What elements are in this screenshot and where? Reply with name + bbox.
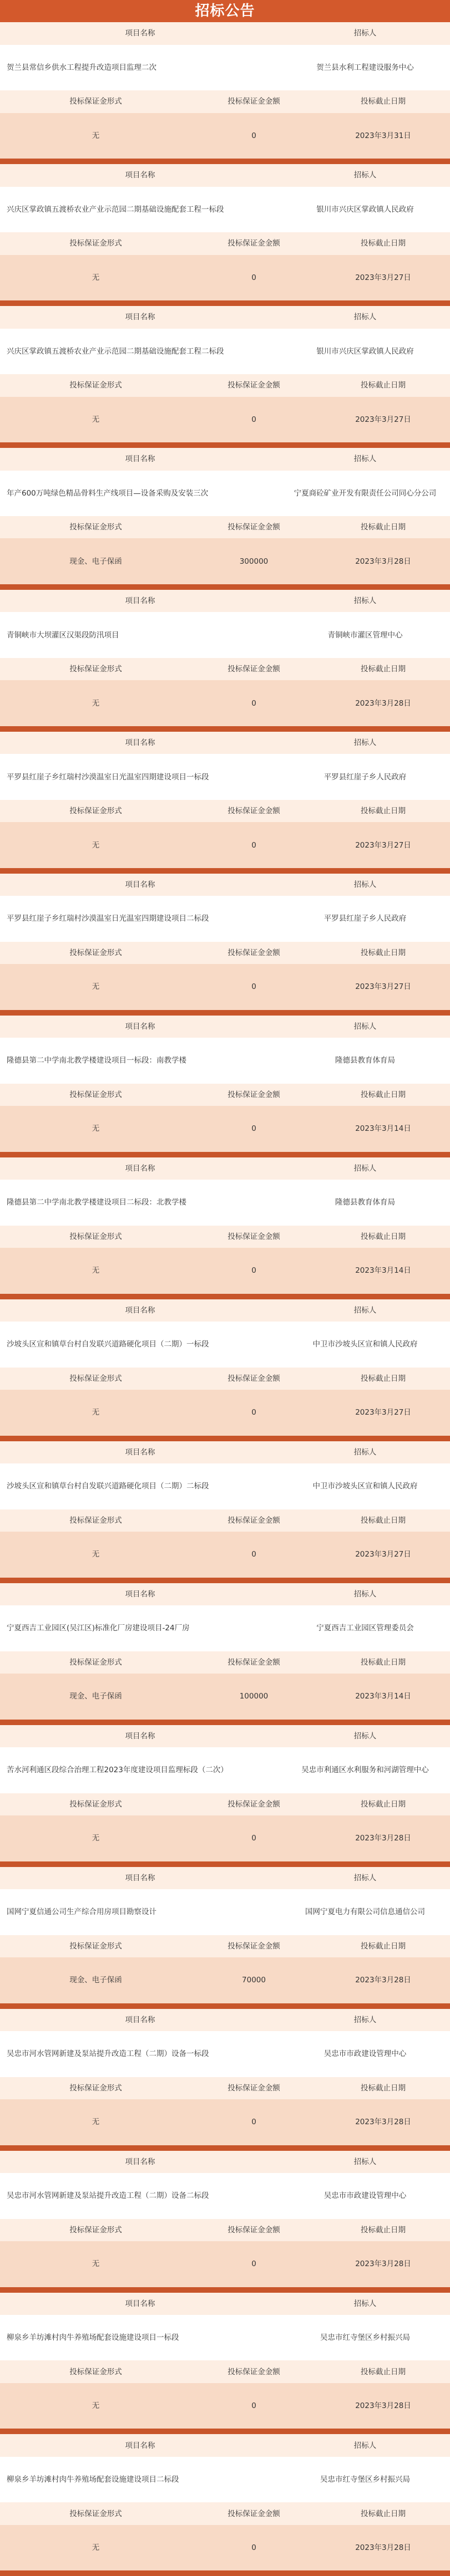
- deadline-label: 投标截止日期: [361, 523, 406, 532]
- deposit-value-row: [0, 113, 450, 159]
- deposit-form: 无: [92, 2401, 100, 2411]
- notice-name-row: [0, 2457, 450, 2502]
- deadline-date: 2023年3月28日: [355, 2118, 411, 2127]
- tenderer-label: 招标人: [353, 2441, 377, 2450]
- deposit-value-row: [0, 397, 450, 442]
- deposit-amount: 0: [251, 2401, 256, 2411]
- block-divider: [0, 726, 450, 732]
- tenderer-label: 招标人: [353, 313, 377, 322]
- deposit-form-label: 投标保证金形式: [69, 1941, 122, 1951]
- notice-name-row: [0, 1605, 450, 1651]
- notice-list: [0, 22, 450, 2576]
- tenderer-label: 招标人: [353, 1589, 377, 1599]
- notice-block: [0, 1299, 450, 1441]
- deposit-amount-label: 投标保证金金额: [227, 381, 280, 390]
- deposit-header-row: [0, 90, 450, 113]
- deadline-date: 2023年3月27日: [355, 1408, 411, 1417]
- notice-header-row: [0, 1016, 450, 1038]
- deposit-value-row: [0, 538, 450, 584]
- notice-header-row: [0, 1441, 450, 1464]
- block-divider: [0, 1152, 450, 1157]
- notice-name-row: [0, 1322, 450, 1367]
- notice-header-row: [0, 874, 450, 896]
- deposit-form: 无: [92, 1266, 100, 1276]
- notice-header-row: [0, 22, 450, 45]
- deposit-value-row: [0, 1106, 450, 1151]
- block-divider: [0, 1294, 450, 1299]
- deposit-amount-label: 投标保证金金额: [227, 2083, 280, 2093]
- tenderer-name: 宁夏西吉工业园区管理委员会: [316, 1624, 414, 1633]
- deposit-value-row: [0, 1248, 450, 1293]
- deposit-header-row: [0, 1226, 450, 1248]
- project-name: 吴忠市河水管网新建及泵站提升改造工程（二期）设备二标段: [7, 2191, 209, 2201]
- deposit-form: 无: [92, 415, 100, 424]
- deposit-form-label: 投标保证金形式: [69, 2509, 122, 2518]
- notice-block: [0, 2151, 450, 2293]
- deposit-header-row: [0, 232, 450, 255]
- notice-block: [0, 22, 450, 164]
- deposit-form: 无: [92, 2543, 100, 2553]
- project-name: 苦水河利通区段综合治理工程2023年度建设项目监理标段（二次）: [7, 1766, 228, 1775]
- deposit-header-row: [0, 1935, 450, 1958]
- notice-name-row: [0, 2173, 450, 2218]
- deposit-amount: 0: [251, 273, 256, 282]
- deposit-amount-label: 投标保证金金额: [227, 1374, 280, 1383]
- deposit-amount-label: 投标保证金金额: [227, 523, 280, 532]
- notice-header-row: [0, 732, 450, 754]
- project-name-label: 项目名称: [125, 1873, 155, 1883]
- notice-block: [0, 1016, 450, 1157]
- deadline-label: 投标截止日期: [361, 97, 406, 106]
- deposit-amount: 0: [251, 1408, 256, 1417]
- deposit-amount: 0: [251, 1550, 256, 1559]
- notice-name-row: [0, 2315, 450, 2360]
- deadline-date: 2023年3月31日: [355, 131, 411, 140]
- deposit-form: 现金、电子保函: [69, 1692, 122, 1701]
- deposit-header-row: [0, 2219, 450, 2242]
- notice-header-row: [0, 2293, 450, 2315]
- deposit-header-row: [0, 1368, 450, 1390]
- block-divider: [0, 868, 450, 874]
- tenderer-name: 青铜峡市灌区管理中心: [327, 630, 403, 640]
- deposit-form: 现金、电子保函: [69, 1976, 122, 1985]
- project-name-label: 项目名称: [125, 1731, 155, 1741]
- deadline-label: 投标截止日期: [361, 2367, 406, 2376]
- deadline-date: 2023年3月27日: [355, 273, 411, 282]
- notice-block: [0, 1157, 450, 1299]
- tenderer-name: 贺兰县水利工程建设服务中心: [316, 63, 414, 72]
- tenderer-label: 招标人: [353, 171, 377, 180]
- deposit-amount: 0: [251, 982, 256, 992]
- notice-header-row: [0, 1583, 450, 1606]
- deposit-value-row: [0, 2383, 450, 2429]
- deadline-date: 2023年3月28日: [355, 2259, 411, 2269]
- deposit-amount-label: 投标保证金金额: [227, 1657, 280, 1667]
- tenderer-name: 中卫市沙坡头区宣和镇人民政府: [312, 1482, 418, 1491]
- deadline-date: 2023年3月28日: [355, 557, 411, 566]
- deposit-amount-label: 投标保证金金额: [227, 665, 280, 674]
- deposit-form-label: 投标保证金形式: [69, 2367, 122, 2376]
- project-name: 国网宁夏信通公司生产综合用房项目勘察设计: [7, 1907, 156, 1917]
- notice-name-row: [0, 896, 450, 941]
- deposit-form-label: 投标保证金形式: [69, 2225, 122, 2235]
- deposit-form-label: 投标保证金形式: [69, 97, 122, 106]
- tenderer-name: 吴忠市利通区水利服务和河湖管理中心: [301, 1766, 429, 1775]
- project-name: 平罗县红崖子乡红瑞村沙漠温室日光温室四期建设项目二标段: [7, 914, 209, 924]
- project-name-label: 项目名称: [125, 455, 155, 464]
- deposit-form: 无: [92, 1124, 100, 1134]
- deposit-header-row: [0, 374, 450, 397]
- notice-name-row: [0, 754, 450, 799]
- project-name: 兴庆区掌政镇五渡桥农业产业示范园二期基础设施配套工程一标段: [7, 205, 224, 214]
- tenderer-name: 平罗县红崖子乡人民政府: [323, 914, 407, 924]
- block-divider: [0, 2003, 450, 2009]
- deadline-date: 2023年3月14日: [355, 1266, 411, 1276]
- deadline-date: 2023年3月28日: [355, 1834, 411, 1843]
- deposit-amount-label: 投标保证金金额: [227, 1799, 280, 1809]
- deposit-value-row: [0, 1390, 450, 1435]
- project-name-label: 项目名称: [125, 171, 155, 180]
- tenderer-name: 宁夏商砼矿业开发有限责任公司同心分公司: [294, 488, 437, 498]
- deposit-form-label: 投标保证金形式: [69, 1799, 122, 1809]
- project-name: 隆德县第二中学南北教学楼建设项目二标段：北教学楼: [7, 1198, 186, 1207]
- deposit-form-label: 投标保证金形式: [69, 1232, 122, 1241]
- deposit-header-row: [0, 1084, 450, 1106]
- deadline-date: 2023年3月27日: [355, 840, 411, 850]
- tenderer-name: 国网宁夏电力有限公司信息通信公司: [305, 1907, 425, 1917]
- deposit-value-row: [0, 2099, 450, 2145]
- block-divider: [0, 2570, 450, 2576]
- deposit-amount-label: 投标保证金金额: [227, 807, 280, 816]
- deposit-amount: 100000: [239, 1692, 269, 1701]
- deposit-header-row: [0, 2077, 450, 2100]
- notice-block: [0, 164, 450, 306]
- deposit-form-label: 投标保证金形式: [69, 807, 122, 816]
- deposit-form: 无: [92, 1408, 100, 1417]
- deposit-amount-label: 投标保证金金额: [227, 2509, 280, 2518]
- deposit-amount: 0: [251, 415, 256, 424]
- deadline-label: 投标截止日期: [361, 2509, 406, 2518]
- deadline-label: 投标截止日期: [361, 807, 406, 816]
- block-divider: [0, 1010, 450, 1016]
- notice-header-row: [0, 1867, 450, 1890]
- tenderer-label: 招标人: [353, 738, 377, 748]
- tenderer-label: 招标人: [353, 2299, 377, 2308]
- deposit-header-row: [0, 1509, 450, 1532]
- tenderer-name: 银川市兴庆区掌政镇人民政府: [316, 205, 414, 214]
- deposit-header-row: [0, 2502, 450, 2525]
- notice-header-row: [0, 306, 450, 329]
- block-divider: [0, 2429, 450, 2434]
- deadline-label: 投标截止日期: [361, 1374, 406, 1383]
- block-divider: [0, 1436, 450, 1441]
- notice-header-row: [0, 590, 450, 613]
- deposit-form-label: 投标保证金形式: [69, 239, 122, 248]
- deposit-value-row: [0, 2241, 450, 2287]
- deposit-form-label: 投标保证金形式: [69, 1657, 122, 1667]
- notice-block: [0, 590, 450, 732]
- deposit-amount-label: 投标保证金金额: [227, 1941, 280, 1951]
- deposit-amount-label: 投标保证金金额: [227, 948, 280, 957]
- deposit-form-label: 投标保证金形式: [69, 381, 122, 390]
- notice-header-row: [0, 1299, 450, 1322]
- deadline-label: 投标截止日期: [361, 239, 406, 248]
- tenderer-label: 招标人: [353, 1305, 377, 1315]
- deadline-label: 投标截止日期: [361, 1090, 406, 1099]
- notice-name-row: [0, 187, 450, 232]
- notice-name-row: [0, 1889, 450, 1935]
- block-divider: [0, 1578, 450, 1583]
- block-divider: [0, 300, 450, 306]
- deposit-header-row: [0, 1651, 450, 1674]
- tenderer-label: 招标人: [353, 455, 377, 464]
- notice-block: [0, 2434, 450, 2576]
- project-name-label: 项目名称: [125, 1022, 155, 1031]
- deposit-header-row: [0, 2360, 450, 2383]
- deadline-label: 投标截止日期: [361, 1232, 406, 1241]
- notice-block: [0, 1583, 450, 1725]
- tenderer-name: 吴忠市红寺堡区乡村振兴局: [320, 2333, 410, 2343]
- tenderer-name: 吴忠市市政建设管理中心: [323, 2191, 407, 2201]
- notice-name-row: [0, 1038, 450, 1083]
- project-name-label: 项目名称: [125, 1305, 155, 1315]
- deposit-value-row: [0, 1532, 450, 1577]
- tenderer-name: 吴忠市市政建设管理中心: [323, 2049, 407, 2059]
- deposit-amount: 0: [251, 2118, 256, 2127]
- deposit-form-label: 投标保证金形式: [69, 1516, 122, 1525]
- project-name: 沙坡头区宣和镇草台村自发联兴道路硬化项目（二期）一标段: [7, 1340, 209, 1349]
- project-name: 柳泉乡羊坊滩村肉牛养殖场配套设施建设项目二标段: [7, 2475, 179, 2485]
- deposit-amount: 0: [251, 131, 256, 140]
- project-name-label: 项目名称: [125, 2015, 155, 2024]
- deadline-date: 2023年3月27日: [355, 415, 411, 424]
- deadline-label: 投标截止日期: [361, 2083, 406, 2093]
- tenderer-label: 招标人: [353, 1022, 377, 1031]
- notice-name-row: [0, 471, 450, 516]
- project-name-label: 项目名称: [125, 2441, 155, 2450]
- deadline-label: 投标截止日期: [361, 2225, 406, 2235]
- deadline-date: 2023年3月28日: [355, 2401, 411, 2411]
- notice-block: [0, 1725, 450, 1867]
- deadline-date: 2023年3月14日: [355, 1124, 411, 1134]
- notice-name-row: [0, 2031, 450, 2077]
- deadline-label: 投标截止日期: [361, 1941, 406, 1951]
- tenderer-name: 隆德县教育体育局: [335, 1056, 395, 1065]
- project-name-label: 项目名称: [125, 1447, 155, 1457]
- project-name: 沙坡头区宣和镇草台村自发联兴道路硬化项目（二期）二标段: [7, 1482, 209, 1491]
- deposit-form-label: 投标保证金形式: [69, 523, 122, 532]
- tenderer-label: 招标人: [353, 1164, 377, 1173]
- deadline-label: 投标截止日期: [361, 1516, 406, 1525]
- tenderer-name: 隆德县教育体育局: [335, 1198, 395, 1207]
- tenderer-name: 银川市兴庆区掌政镇人民政府: [316, 346, 414, 356]
- tenderer-name: 吴忠市红寺堡区乡村振兴局: [320, 2475, 410, 2485]
- deposit-amount: 0: [251, 698, 256, 708]
- deposit-amount: 0: [251, 2543, 256, 2553]
- tenderer-label: 招标人: [353, 2015, 377, 2024]
- project-name: 宁夏西吉工业园区(吴江区)标准化厂房建设项目-24厂房: [7, 1624, 190, 1633]
- deposit-form: 无: [92, 1834, 100, 1843]
- project-name: 贺兰县常信乡供水工程提升改造项目监理二次: [7, 63, 156, 72]
- deposit-amount-label: 投标保证金金额: [227, 1090, 280, 1099]
- deadline-date: 2023年3月28日: [355, 698, 411, 708]
- project-name: 柳泉乡羊坊滩村肉牛养殖场配套设施建设项目一标段: [7, 2333, 179, 2343]
- notice-header-row: [0, 164, 450, 187]
- notice-header-row: [0, 448, 450, 471]
- deposit-amount: 0: [251, 840, 256, 850]
- project-name-label: 项目名称: [125, 880, 155, 889]
- deposit-amount: 300000: [239, 557, 269, 566]
- tenderer-label: 招标人: [353, 2157, 377, 2166]
- project-name-label: 项目名称: [125, 738, 155, 748]
- tenderer-label: 招标人: [353, 1873, 377, 1883]
- deposit-value-row: [0, 1815, 450, 1861]
- deposit-value-row: [0, 2525, 450, 2570]
- notice-name-row: [0, 45, 450, 90]
- project-name: 年产600万吨绿色精品骨料生产线项目—设备采购及安装三次: [7, 488, 209, 498]
- deposit-value-row: [0, 1957, 450, 2003]
- deposit-form: 现金、电子保函: [69, 557, 122, 566]
- project-name-label: 项目名称: [125, 313, 155, 322]
- project-name: 平罗县红崖子乡红瑞村沙漠温室日光温室四期建设项目一标段: [7, 772, 209, 782]
- deadline-date: 2023年3月27日: [355, 982, 411, 992]
- tenderer-label: 招标人: [353, 880, 377, 889]
- notice-block: [0, 2009, 450, 2151]
- deposit-form: 无: [92, 982, 100, 992]
- deposit-header-row: [0, 658, 450, 681]
- deposit-amount: 0: [251, 1124, 256, 1134]
- deposit-amount-label: 投标保证金金额: [227, 2367, 280, 2376]
- deposit-form: 无: [92, 1550, 100, 1559]
- tenderer-name: 平罗县红崖子乡人民政府: [323, 772, 407, 782]
- notice-block: [0, 1867, 450, 2009]
- deadline-date: 2023年3月27日: [355, 1550, 411, 1559]
- project-name-label: 项目名称: [125, 1164, 155, 1173]
- notice-name-row: [0, 1463, 450, 1509]
- tenderer-label: 招标人: [353, 29, 377, 38]
- block-divider: [0, 1720, 450, 1725]
- project-name-label: 项目名称: [125, 2299, 155, 2308]
- deposit-form: 无: [92, 131, 100, 140]
- deadline-label: 投标截止日期: [361, 1657, 406, 1667]
- deposit-amount: 0: [251, 2259, 256, 2269]
- deposit-amount-label: 投标保证金金额: [227, 97, 280, 106]
- deposit-form-label: 投标保证金形式: [69, 1374, 122, 1383]
- deadline-date: 2023年3月28日: [355, 2543, 411, 2553]
- block-divider: [0, 2145, 450, 2151]
- block-divider: [0, 2287, 450, 2293]
- deposit-value-row: [0, 255, 450, 300]
- tenderer-label: 招标人: [353, 1731, 377, 1741]
- project-name-label: 项目名称: [125, 596, 155, 606]
- block-divider: [0, 159, 450, 164]
- deadline-date: 2023年3月28日: [355, 1976, 411, 1985]
- deposit-form-label: 投标保证金形式: [69, 1090, 122, 1099]
- notice-header-row: [0, 2434, 450, 2457]
- tenderer-label: 招标人: [353, 596, 377, 606]
- notice-header-row: [0, 1725, 450, 1748]
- deadline-label: 投标截止日期: [361, 381, 406, 390]
- deposit-amount: 0: [251, 1266, 256, 1276]
- tenderer-label: 招标人: [353, 1447, 377, 1457]
- block-divider: [0, 442, 450, 448]
- deposit-form: 无: [92, 698, 100, 708]
- deposit-form: 无: [92, 2259, 100, 2269]
- deposit-form-label: 投标保证金形式: [69, 665, 122, 674]
- project-name: 青铜峡市大坝灌区汉渠段防汛项目: [7, 630, 119, 640]
- project-name-label: 项目名称: [125, 2157, 155, 2166]
- deposit-value-row: [0, 1674, 450, 1719]
- notice-block: [0, 306, 450, 448]
- notice-header-row: [0, 2009, 450, 2032]
- deposit-amount-label: 投标保证金金额: [227, 2225, 280, 2235]
- deposit-amount-label: 投标保证金金额: [227, 1516, 280, 1525]
- deposit-form: 无: [92, 273, 100, 282]
- deposit-value-row: [0, 680, 450, 726]
- notice-block: [0, 1441, 450, 1583]
- deposit-value-row: [0, 822, 450, 868]
- notice-name-row: [0, 1180, 450, 1225]
- deposit-form: 无: [92, 2118, 100, 2127]
- block-divider: [0, 1861, 450, 1867]
- notice-name-row: [0, 1747, 450, 1793]
- notice-block: [0, 732, 450, 874]
- notice-header-row: [0, 1157, 450, 1180]
- notice-block: [0, 874, 450, 1016]
- deposit-amount: 70000: [242, 1976, 266, 1985]
- deposit-form-label: 投标保证金形式: [69, 2083, 122, 2093]
- tenderer-name: 中卫市沙坡头区宣和镇人民政府: [312, 1340, 418, 1349]
- deposit-header-row: [0, 942, 450, 965]
- notice-name-row: [0, 612, 450, 657]
- deposit-amount: 0: [251, 1834, 256, 1843]
- deposit-form-label: 投标保证金形式: [69, 948, 122, 957]
- project-name-label: 项目名称: [125, 1589, 155, 1599]
- deposit-form: 无: [92, 840, 100, 850]
- deadline-label: 投标截止日期: [361, 665, 406, 674]
- deposit-amount-label: 投标保证金金额: [227, 1232, 280, 1241]
- project-name-label: 项目名称: [125, 29, 155, 38]
- deadline-label: 投标截止日期: [361, 948, 406, 957]
- deposit-amount-label: 投标保证金金额: [227, 239, 280, 248]
- deposit-header-row: [0, 800, 450, 823]
- notice-header-row: [0, 2151, 450, 2174]
- notice-name-row: [0, 329, 450, 374]
- project-name: 隆德县第二中学南北教学楼建设项目一标段：南教学楼: [7, 1056, 186, 1065]
- deadline-label: 投标截止日期: [361, 1799, 406, 1809]
- deadline-date: 2023年3月14日: [355, 1692, 411, 1701]
- project-name: 兴庆区掌政镇五渡桥农业产业示范园二期基础设施配套工程二标段: [7, 346, 224, 356]
- notice-block: [0, 448, 450, 590]
- deposit-header-row: [0, 516, 450, 539]
- project-name: 吴忠市河水管网新建及泵站提升改造工程（二期）设备一标段: [7, 2049, 209, 2059]
- deposit-value-row: [0, 964, 450, 1009]
- deposit-header-row: [0, 1793, 450, 1816]
- block-divider: [0, 584, 450, 590]
- page-title: 招标公告: [0, 0, 450, 22]
- notice-block: [0, 2293, 450, 2435]
